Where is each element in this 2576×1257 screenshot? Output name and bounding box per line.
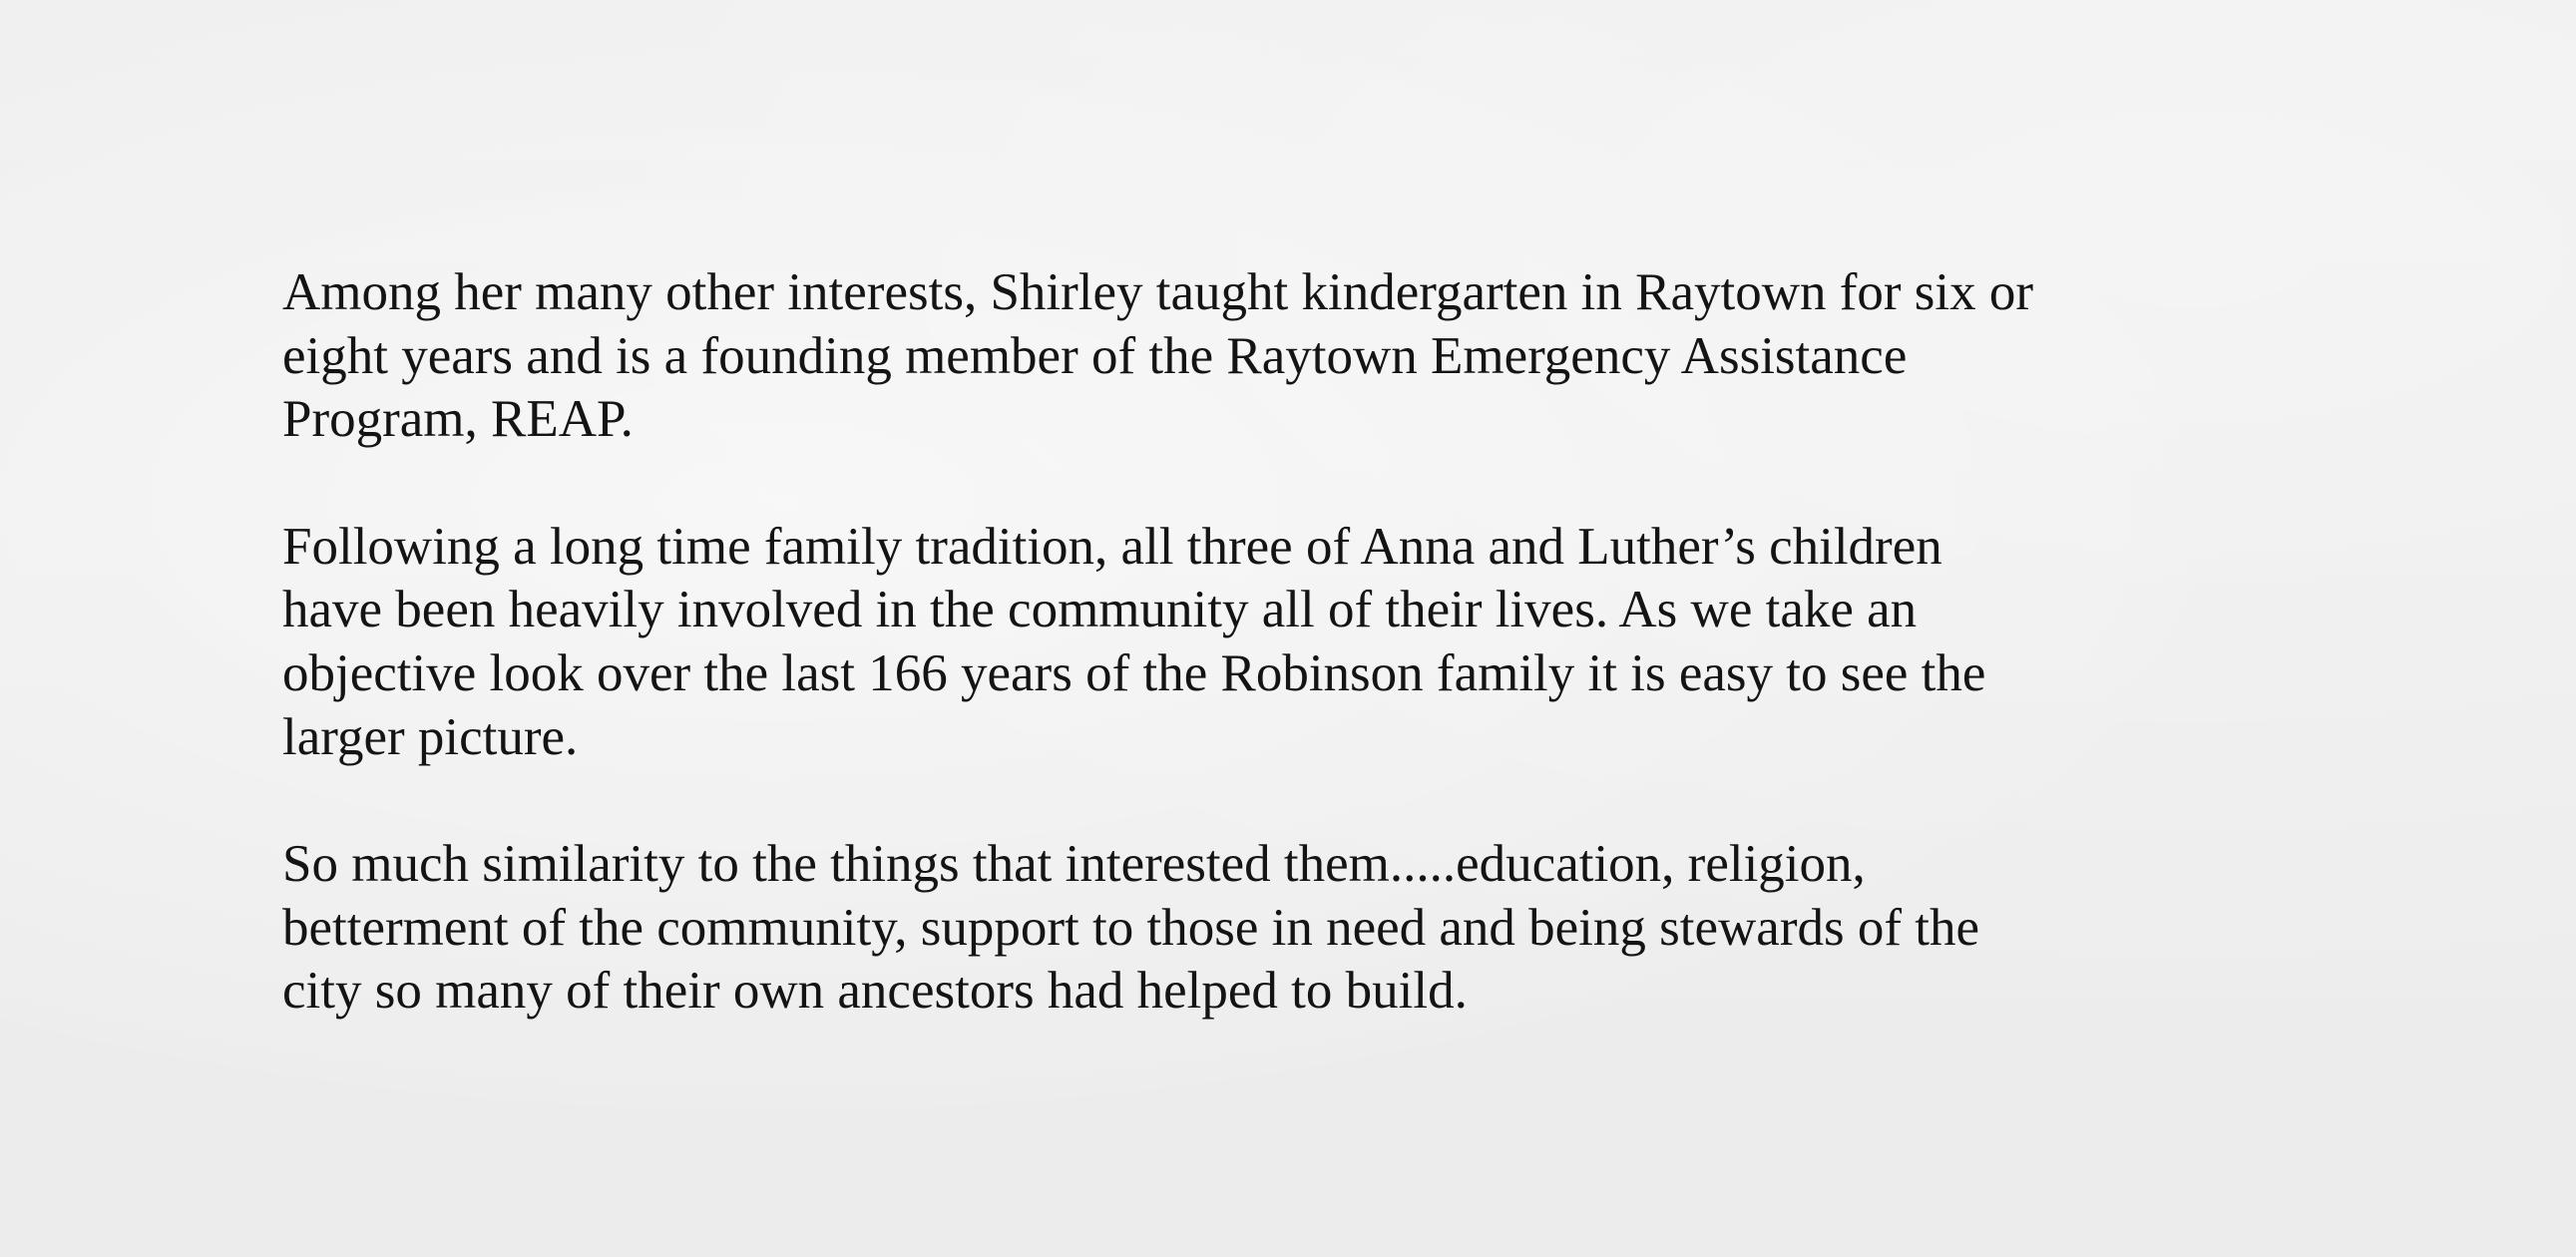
document-body [282, 261, 2358, 1087]
text-line: objective look over the last 166 years of the Robinson family it is easy to see the [282, 643, 1986, 702]
paragraph-similarity [282, 833, 2358, 1024]
paragraph-shirley-interests [282, 261, 2358, 452]
text-line: larger picture. [282, 707, 579, 766]
text-line: betterment of the community, support to those in need and being stewards of the [282, 898, 1979, 957]
text-line: city so many of their own ancestors had helped to build. [282, 962, 1468, 1021]
text-line: So much similarity to the things that interested them.....education, religion, [282, 835, 1866, 894]
paragraph-family-tradition [282, 516, 2358, 769]
text-line: Program, REAP. [282, 390, 634, 449]
text-line: have been heavily involved in the community all of their lives. As we take an [282, 581, 1918, 639]
text-line: eight years and is a founding member of the Raytown Emergency Assistance [282, 326, 1908, 385]
text-line: Among her many other interests, Shirley taught kindergarten in Raytown for six or [282, 263, 2034, 321]
text-line: Following a long time family tradition, all three of Anna and Luther’s children [282, 517, 1942, 576]
